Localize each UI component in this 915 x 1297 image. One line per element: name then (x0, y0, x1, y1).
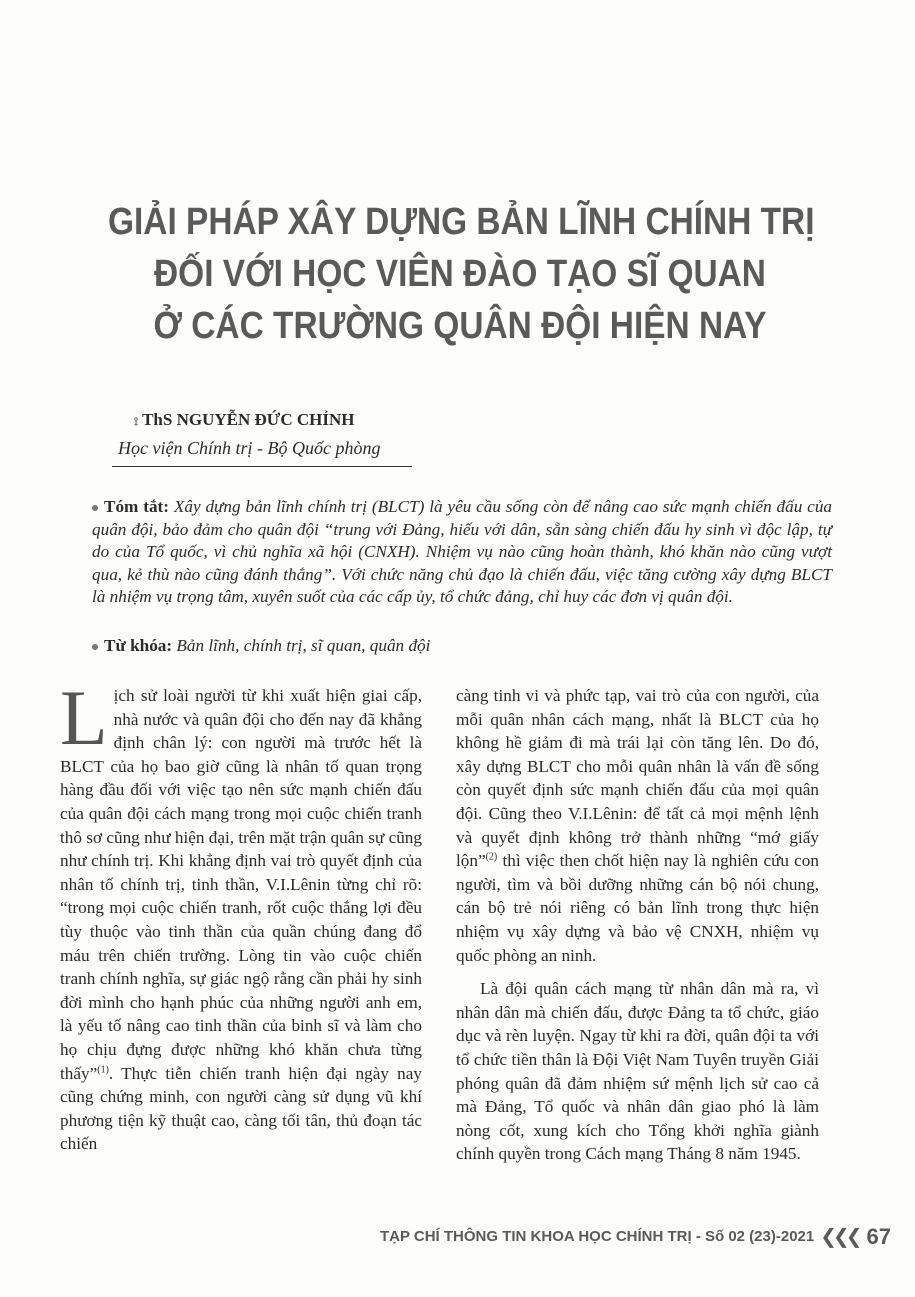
footnote-ref: (1) (97, 1063, 109, 1075)
author-name: ThS NGUYỄN ĐỨC CHỈNH (142, 410, 355, 429)
body-paragraph: Là đội quân cách mạng từ nhân dân mà ra, vì nhân dân mà chiến đấu, được Đảng ta tổ chức, giáo dục và rèn luyện. Ngay từ khi ra đời, quân đội ta với tổ chức tiền thân là Đội Việt Nam Tuyên truyền Giải phóng quân đã đảm nhiệm sứ mệnh lịch sử cao cả mà Đảng, Tổ quốc và nhân dân giao phó là làm nòng cốt, xung kích cho Tổng khởi nghĩa giành chính quyền trong Cách mạng Tháng 8 năm 1945. (456, 979, 819, 1164)
keywords-label: Từ khóa: (104, 636, 173, 655)
drop-cap: L (60, 674, 108, 761)
journal-name: TẠP CHÍ THÔNG TIN KHOA HỌC CHÍNH TRỊ - Số 02 (23)-2021 (380, 1228, 815, 1245)
abstract-text: Xây dựng bản lĩnh chính trị (BLCT) là yêu cầu sống còn để nâng cao sức mạnh chiến đấu của quân đội, bảo đảm cho quân đội “trung với Đảng, hiếu với dân, sẵn sàng chiến đấu hy sinh vì độc lập, tự do của Tổ quốc, vì chủ nghĩa xã hội (CNXH). Nhiệm vụ nào cũng hoàn thành, khó khăn nào cũng vượt qua, kẻ thù nào cũng đánh thắng”. Với chức năng chủ đạo là chiến đấu, việc tăng cường xây dựng BLCT là nhiệm vụ trọng tâm, xuyên suốt của các cấp ủy, tổ chức đảng, chỉ huy các đơn vị quân đội. (92, 497, 833, 607)
abstract-label: Tóm tắt: (104, 497, 169, 516)
divider (112, 466, 412, 467)
chevron-left-icon: ❮❮❮ (820, 1226, 859, 1248)
page-number: 67 (866, 1224, 891, 1249)
article-title (108, 196, 815, 352)
body-text: thì việc then chốt hiện nay là nghiên cứu con người, tìm và bồi dưỡng những cán bộ nói chung, cán bộ trẻ nói riêng có bản lĩnh trong thực hiện nhiệm vụ xây dựng và bảo vệ CNXH, nhiệm vụ quốc phòng an ninh. (456, 851, 819, 965)
body-column-right (456, 684, 819, 1166)
bullet-icon (92, 644, 98, 650)
keywords-text: Bản lĩnh, chính trị, sĩ quan, quân đội (176, 636, 431, 655)
body-column-left (60, 674, 422, 1156)
body-paragraph (60, 674, 422, 1156)
author-marker-icon: ⟟ (134, 416, 139, 428)
page-footer (380, 1224, 891, 1250)
body-text: càng tinh vi và phức tạp, vai trò của con người, của mỗi quân nhân cách mạng, nhất là BLCT của họ không hề giảm đi mà trái lại còn tăng lên. Do đó, xây dựng BLCT cho mỗi quân nhân là vấn đề sống còn quyết định sức mạnh chiến đấu của mọi quân đội. Cũng theo V.I.Lênin: để tất cả mọi mệnh lệnh và quyết định không trở thành những “mớ giấy lộn” (456, 686, 819, 871)
author-affiliation: Học viện Chính trị - Bộ Quốc phòng (118, 438, 381, 458)
author-line (134, 410, 354, 430)
footnote-ref: (2) (485, 851, 498, 863)
keywords (92, 635, 832, 657)
body-text: ịch sử loài người từ khi xuất hiện giai cấp, nhà nước và quân đội cho đến nay đã khẳng định chân lý: con người mà trước hết là BLCT của họ bao giờ cũng là nhân tố quan trọng hàng đầu đối với việc tạo nên sức mạnh chiến đấu của quân đội cách mạng trong mọi cuộc chiến tranh thô sơ cũng như hiện đại, trên mặt trận quân sự cũng như chính trị. Khi khẳng định vai trò quyết định của nhân tố chính trị, tinh thần, V.I.Lênin từng chỉ rõ: “trong mọi cuộc chiến tranh, rốt cuộc thắng lợi đều tùy thuộc vào tinh thần của quần chúng đang đổ máu trên chiến trường. Lòng tin vào cuộc chiến tranh chính nghĩa, sự giác ngộ rằng cần phải hy sinh đời mình cho hạnh phúc của những người anh em, là yếu tố nâng cao tinh thần của binh sĩ và làm cho họ chịu đựng được những khó khăn chưa từng thấy” (60, 686, 422, 1083)
body-paragraph (456, 684, 819, 967)
body-text: . Thực tiễn chiến tranh hiện đại ngày nay cũng chứng minh, con người càng sử dụng vũ khí phương tiện kỹ thuật cao, càng tối tân, thủ đoạn tác chiến (60, 1063, 422, 1154)
title-line-1: GIẢI PHÁP XÂY DỰNG BẢN LĨNH CHÍNH TRỊ (108, 201, 815, 243)
abstract (92, 496, 832, 609)
bullet-icon (92, 505, 98, 511)
title-line-2: ĐỐI VỚI HỌC VIÊN ĐÀO TẠO SĨ QUAN (154, 253, 766, 295)
title-line-3: Ở CÁC TRƯỜNG QUÂN ĐỘI HIỆN NAY (153, 305, 767, 347)
